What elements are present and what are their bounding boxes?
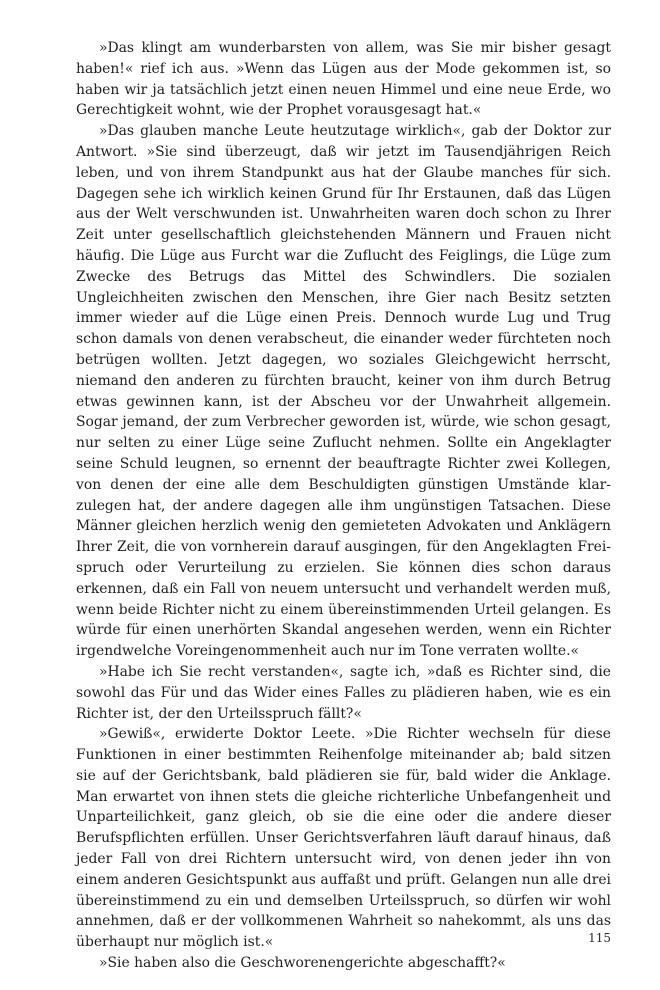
paragraph-2: »Das glauben manche Leute heutzutage wirklich«, gab der Doktor zur Antwort. »Sie sind überzeugt, daß wir jetzt im Tausendjährigen Reich leben, und von ihrem Standpunkt aus hat der Glaube manches für sich. Dagegen sehe ich wirklich keinen Grund für Ihr Erstaunen, daß das Lügen aus der Welt verschwunden ist. Unwahrheiten waren doch schon zu Ihrer Zeit unter gesellschaftlich gleichstehenden Männern und Frauen nicht häufig. Die Lüge aus Furcht war die Zuflucht des Feiglings, die Lüge zum Zwecke des Betrugs das Mittel des Schwindlers. Die sozialen Ungleichheiten zwischen den Menschen, ihre Gier nach Besitz setzten immer wieder auf die Lüge einen Preis. Dennoch wurde Lug und Trug schon damals von denen verabscheut, die einander weder fürchteten noch betrügen wollten. Jetzt dagegen, wo soziales Gleichgewicht herrscht, niemand den anderen zu fürchten braucht, keiner von ihm durch Betrug etwas gewinnen kann, ist der Abscheu vor der Unwahrheit allgemein. Sogar jemand, der zum Verbrecher geworden ist, würde, wie schon gesagt, nur selten zu einer Lüge seine Zuflucht nehmen. Sollte ein Angeklagter seine Schuld leugnen, so ernennt der beauftragte Richter zwei Kollegen, von denen der eine alle dem Beschuldigten günstigen Umstände klarzulegen hat, der andere dagegen alle ihm ungünstigen Tatsachen. Diese Männer gleichen herzlich wenig den gemieteten Advokaten und Anklägern Ihrer Zeit, die von vornherein darauf ausgingen, für den Angeklagten Freispruch oder Verurteilung zu erzielen. Sie können dies schon daraus erkennen, daß ein Fall von neuem untersucht und verhandelt werden muß, wenn beide Richter nicht zu einem übereinstimmenden Urteil gelangen. Es würde für einen unerhörten Skandal angesehen werden, wenn ein Richter irgendwelche Voreingenommenheit auch nur im Tone verraten wollte.« [76, 123, 611, 660]
page-body [76, 38, 611, 974]
paragraph-4: »Gewiß«, erwiderte Doktor Leete. »Die Richter wechseln für diese Funktionen in einer bestimmten Reihenfolge miteinander ab; bald sitzen sie auf der Gerichtsbank, bald plädieren sie für, bald wider die Anklage. Man erwartet von ihnen stets die gleiche richterliche Unbefangenheit und Unparteilichkeit, ganz gleich, ob sie die eine oder die andere dieser Berufspflichten erfüllen. Unser Gerichtsverfahren läuft darauf hinaus, daß jeder Fall von drei Richtern untersucht wird, von denen jeder ihn von einem anderen Gesichtspunkt aus auffaßt und prüft. Gelangen nun alle drei übereinstimmend zu ein und demselben Urteilsspruch, so dürfen wir wohl annehmen, daß er der vollkommenen Wahrheit so nahekommt, als uns das überhaupt nur möglich ist.« [76, 726, 611, 951]
paragraph-3: »Habe ich Sie recht verstanden«, sagte ich, »daß es Richter sind, die sowohl das Für und das Wider eines Falles zu plädieren haben, wie es ein Richter ist, der den Urteilsspruch fällt?« [76, 663, 611, 722]
paragraph-5: »Sie haben also die Geschworenengerichte abgeschafft?« [99, 955, 506, 972]
page-number: 115 [588, 931, 611, 945]
paragraph-1: »Das klingt am wunderbarsten von allem, was Sie mir bisher gesagt haben!« rief ich aus. »Wenn das Lügen aus der Mode gekommen ist, so haben wir ja tatsächlich jetzt einen neuen Himmel und eine neue Erde, wo Gerechtigkeit wohnt, wie der Prophet vorausgesagt hat.« [76, 40, 611, 119]
